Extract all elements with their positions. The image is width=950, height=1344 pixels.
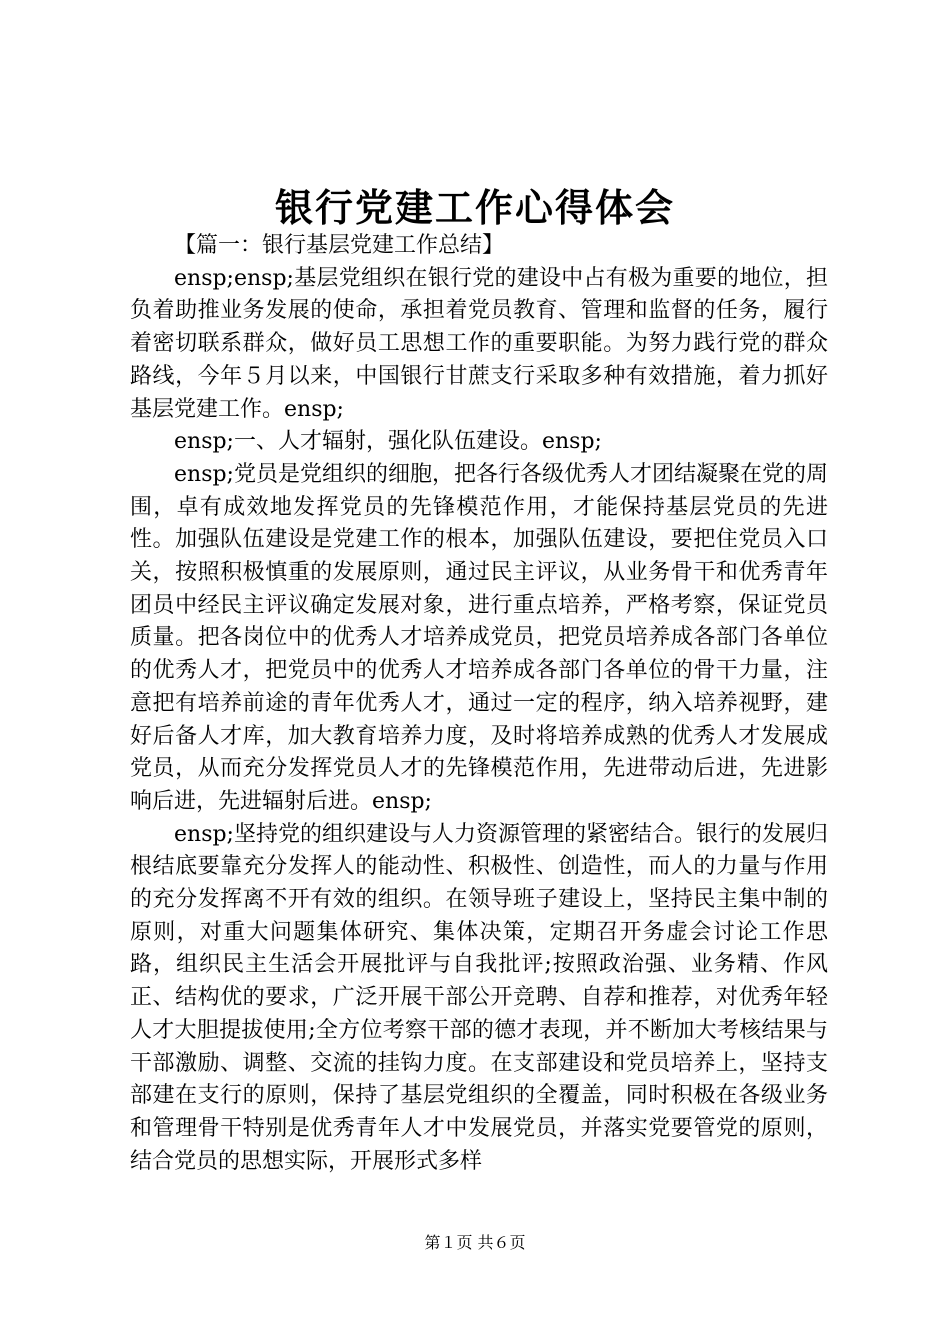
section-heading: 【篇一：银行基层党建工作总结】 bbox=[174, 233, 505, 258]
subsection-heading: ensp;一、人才辐射，强化队伍建设。ensp; bbox=[174, 429, 602, 455]
body-paragraph: ensp;坚持党的组织建设与人力资源管理的紧密结合。银行的发展归根结底要靠充分发挥人的能动性、积极性、创造性，而人的力量与作用的充分发挥离不开有效的组织。在领导班子建设上，坚持民主集中制的原则，对重大问题集体研究、集体决策，定期召开务虚会讨论工作思路，组织民主生活会开展批评与自我批评;按照政治强、业务精、作风正、结构优的要求，广泛开展干部公开竞聘、自荐和推荐，对优秀年轻人才大胆提拔使用;全方位考察干部的德才表现，并不断加大考核结果与干部激励、调整、交流的挂钩力度。在支部建设和党员培养上，坚持支部建在支行的原则，保持了基层党组织的全覆盖，同时积极在各级业务和管理骨干特别是优秀青年人才中发展党员，并落实党要管党的原则，结合党员的思想实际，开展形式多样 bbox=[130, 821, 828, 1174]
body-paragraph: ensp;ensp;基层党组织在银行党的建设中占有极为重要的地位，担负着助推业务发展的使命，承担着党员教育、管理和监督的任务，履行着密切联系群众，做好员工思想工作的重要职能。为努力践行党的群众路线，今年５月以来，中国银行甘蔗支行采取多种有效措施，着力抓好基层党建工作。ensp; bbox=[130, 265, 828, 422]
page-footer: 第１页 共６页 bbox=[424, 1233, 526, 1252]
document-body bbox=[130, 230, 828, 1178]
document-title: 银行党建工作心得体会 bbox=[274, 185, 675, 230]
body-paragraph: ensp;党员是党组织的细胞，把各行各级优秀人才团结凝聚在党的周围，卓有成效地发挥党员的先锋模范作用，才能保持基层党员的先进性。加强队伍建设是党建工作的根本，加强队伍建设，要把住党员入口关，按照积极慎重的发展原则，通过民主评议，从业务骨干和优秀青年团员中经民主评议确定发展对象，进行重点培养，严格考察，保证党员质量。把各岗位中的优秀人才培养成党员，把党员培养成各部门各单位的优秀人才，把党员中的优秀人才培养成各部门各单位的骨干力量，注意把有培养前途的青年优秀人才，通过一定的程序，纳入培养视野，建好后备人才库，加大教育培养力度，及时将培养成熟的优秀人才发展成党员，从而充分发挥党员人才的先锋模范作用，先进带动后进，先进影响后进，先进辐射后进。ensp; bbox=[130, 461, 828, 814]
